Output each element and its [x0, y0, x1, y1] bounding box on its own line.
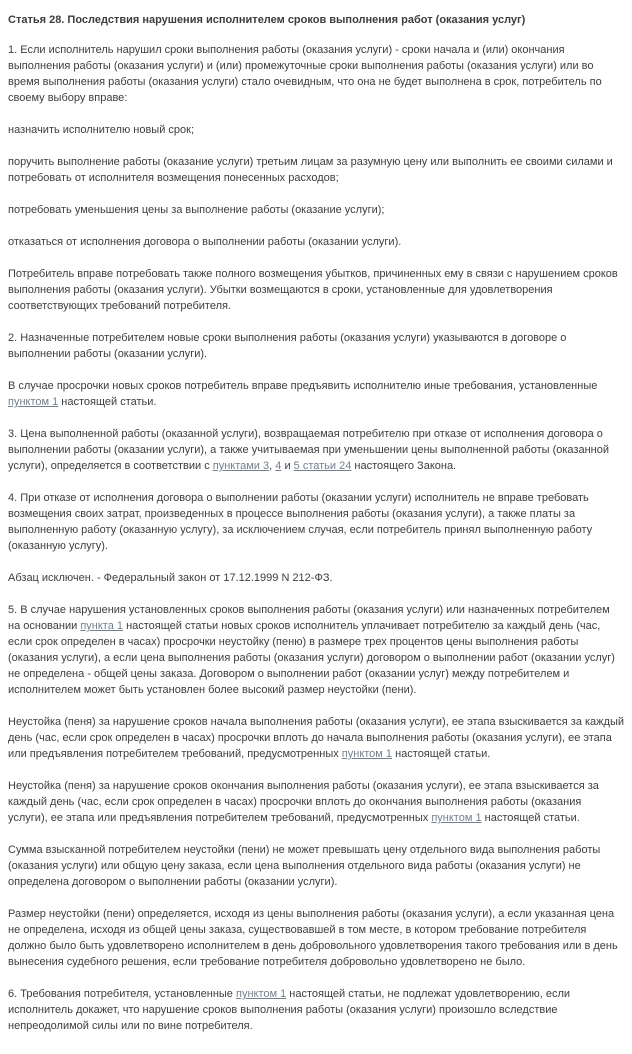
paragraph [8, 490, 624, 554]
paragraph-text: потребовать уменьшения цены за выполнение работы (оказание услуги); [8, 204, 385, 216]
paragraph-text: 1. Если исполнитель нарушил сроки выполнения работы (оказания услуги) - сроки начала и (или) окончания выполнения работы (оказания услуги) и (или) промежуточные сроки выполнения работы (оказания услуги) или во время выполнения работы (оказания услуги) стало очевидным, что она не будет выполнена в срок, потребитель по своему выбору вправе: [8, 44, 602, 104]
paragraph-text: назначить исполнителю новый срок; [8, 124, 195, 136]
text-link[interactable]: пунктом 1 [341, 748, 393, 760]
paragraph-text: настоящей статьи, не подлежат удовлетворению, если исполнитель докажет, что нарушение сроков выполнения работы (оказания услуги) произошло вследствие непреодолимой силы или по вине потребителя. [8, 988, 571, 1032]
paragraph [8, 842, 624, 890]
paragraph-text: Неустойка (пеня) за нарушение сроков начала выполнения работы (оказания услуги), ее этапа взыскивается за каждый день (час, если срок определен в часах) просрочки вплоть до начала выполнения работы (оказания услуги), ее этапа или предъявления потребителем требований, предусмотренных [8, 716, 624, 760]
text-link[interactable]: 5 статьи 24 [293, 460, 352, 472]
paragraph-text: отказаться от исполнения договора о выполнении работы (оказании услуги). [8, 236, 402, 248]
paragraph [8, 234, 624, 250]
paragraph [8, 154, 624, 186]
text-link[interactable]: пунктом 1 [235, 988, 287, 1000]
paragraph [8, 906, 624, 970]
text-link[interactable]: пунктом 1 [8, 396, 59, 408]
paragraph [8, 778, 624, 826]
paragraph-text: Неустойка (пеня) за нарушение сроков окончания выполнения работы (оказания услуги), ее этапа взыскивается за каждый день (час, если срок определен в часах) просрочки вплоть до окончания выполнения работы (оказания услуги), ее этапа или предъявления потребителем требований, предусмотренных [8, 780, 599, 824]
paragraph-text: Потребитель вправе потребовать также полного возмещения убытков, причиненных ему в связи с нарушением сроков выполнения работы (оказания услуги). Убытки возмещаются в сроки, установленные для удовлетворения соответствующих требований потребителя. [8, 268, 618, 312]
paragraph-text: В случае просрочки новых сроков потребитель вправе предъявить исполнителю иные требования, установленные [8, 380, 598, 392]
text-link[interactable]: пунктами 3 [212, 460, 270, 472]
paragraph [8, 42, 624, 106]
paragraph [8, 602, 624, 698]
paragraph-text: поручить выполнение работы (оказание услуги) третьим лицам за разумную цену или выполнить ее своими силами и потребовать от исполнителя возмещения понесенных расходов; [8, 156, 613, 184]
paragraph [8, 570, 624, 586]
paragraph-text: Размер неустойки (пени) определяется, исходя из цены выполнения работы (оказания услуги), а если указанная цена не определена, исходя из общей цены заказа, существовавшей в том месте, в котором требование потребителя должно было быть удовлетворено исполнителем в день добровольного удовлетворения такого требования или в день вынесения судебного решения, если требование потребителя добровольно удовлетворено не было. [8, 908, 618, 968]
paragraph [8, 330, 624, 362]
paragraph-text: Абзац исключен. - Федеральный закон от 17.12.1999 N 212-ФЗ. [8, 572, 333, 584]
article-title: Статья 28. Последствия нарушения исполнителем сроков выполнения работ (оказания услуг) [8, 14, 526, 26]
paragraph-text: 2. Назначенные потребителем новые сроки выполнения работы (оказания услуги) указываются в договоре о выполнении работы (оказании услуги). [8, 332, 567, 360]
paragraph-text: настоящей статьи. [481, 812, 580, 824]
text-link[interactable]: пунктом 1 [431, 812, 482, 824]
paragraph-text: 4. При отказе от исполнения договора о выполнении работы (оказании услуги) исполнитель не вправе требовать возмещения своих затрат, произведенных в процессе выполнения работы (оказания услуги), а также платы за выполненную работу (оказанную услугу), за исключением случая, если потребитель принял выполненную работу (оказанную услугу). [8, 492, 593, 552]
paragraph-text: 3. Цена выполненной работы (оказанной услуги), возвращаемая потребителю при отказе от исполнения договора о выполнении работы (оказании услуги), а также учитываемая при уменьшении цены выполненной работы (оказанной услуги), определяется в соответствии с [8, 428, 609, 472]
paragraph-text: настоящей статьи новых сроков исполнитель уплачивает потребителю за каждый день (час, если срок определен в часах) просрочки неустойку (пеню) в размере трех процентов цены выполнения работы (оказания услуги), а если цена выполнения работы (оказания услуги) договором о выполнении работ (оказании услуг) не определена - общей цены заказа. Договором о выполнении работ (оказании услуг) между потребителем и исполнителем может быть установлен более высокий размер неустойки (пени). [8, 620, 615, 696]
paragraph-text: , [269, 460, 276, 472]
paragraph-text: 5. В случае нарушения установленных сроков выполнения работы (оказания услуги) или назначенных потребителем на основании [8, 604, 610, 632]
text-link[interactable]: пункта 1 [80, 620, 124, 632]
paragraph-text: 6. Требования потребителя, установленные [8, 988, 236, 1000]
paragraph [8, 378, 624, 410]
paragraph-text: настоящей статьи. [58, 396, 157, 408]
paragraph-text: Сумма взысканной потребителем неустойки (пени) не может превышать цену отдельного вида выполнения работы (оказания услуги) или общую цену заказа, если цена выполнения отдельного вида работы (оказания услуги) не определена договором о выполнении работы (оказании услуги). [8, 844, 601, 888]
paragraph [8, 202, 624, 218]
paragraph-text: и [281, 460, 294, 472]
paragraph-text: настоящей статьи. [392, 748, 491, 760]
paragraph [8, 266, 624, 314]
article-body [8, 42, 624, 1034]
text-link[interactable]: 4 [275, 460, 282, 472]
paragraph [8, 122, 624, 138]
paragraph [8, 426, 624, 474]
paragraph [8, 986, 624, 1034]
paragraph-text: настоящего Закона. [351, 460, 457, 472]
paragraph [8, 714, 624, 762]
